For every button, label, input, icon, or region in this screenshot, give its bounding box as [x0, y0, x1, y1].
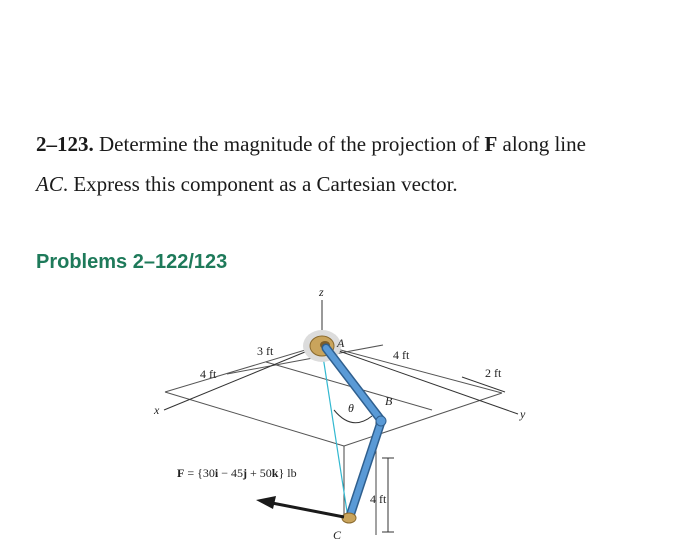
- dim-label-2ft: 2 ft: [485, 366, 502, 380]
- problem-number: 2–123.: [36, 132, 94, 156]
- x-axis: [164, 345, 322, 410]
- label-y: y: [520, 407, 526, 421]
- label-z: z: [319, 285, 324, 299]
- dim-label-4ft-vertical: 4 ft: [370, 492, 387, 506]
- problem-force-symbol: F: [484, 132, 498, 156]
- elbow-b: [376, 416, 386, 426]
- problem-line-ac: AC: [36, 172, 63, 196]
- force-unit-i: i: [214, 466, 219, 480]
- force-unit-j: j: [243, 466, 247, 480]
- dim-label-4ft-left: 4 ft: [200, 367, 217, 381]
- problem-text-1-end: along line: [497, 132, 586, 156]
- end-cap-c: [342, 513, 356, 523]
- force-arrow-shaft: [272, 503, 344, 517]
- problems-heading: Problems 2–122/123: [36, 251, 228, 273]
- force-text: = {30: [184, 466, 215, 480]
- force-suffix: } lb: [278, 466, 297, 480]
- force-arrowhead: [256, 496, 276, 509]
- label-c: C: [333, 528, 342, 542]
- problem-line-2: [36, 164, 676, 204]
- force-unit-k: k: [271, 466, 279, 480]
- pipe-diagram: [0, 280, 700, 558]
- label-theta: θ: [348, 401, 354, 415]
- problem-text-2: . Express this component as a Cartesian vector.: [62, 172, 458, 196]
- label-x: x: [154, 403, 160, 417]
- dim-label-3ft: 3 ft: [257, 344, 274, 358]
- problem-statement: [36, 124, 676, 204]
- force-symbol: F: [177, 466, 185, 480]
- label-b: B: [385, 394, 393, 408]
- force-mid-2: + 50: [247, 466, 272, 480]
- force-label: [177, 466, 297, 480]
- problem-line-1: [36, 124, 676, 164]
- dim-label-4ft-right: 4 ft: [393, 348, 410, 362]
- label-a: A: [337, 336, 345, 350]
- force-mid-1: − 45: [218, 466, 243, 480]
- problem-text-1: Determine the magnitude of the projection of: [93, 132, 485, 156]
